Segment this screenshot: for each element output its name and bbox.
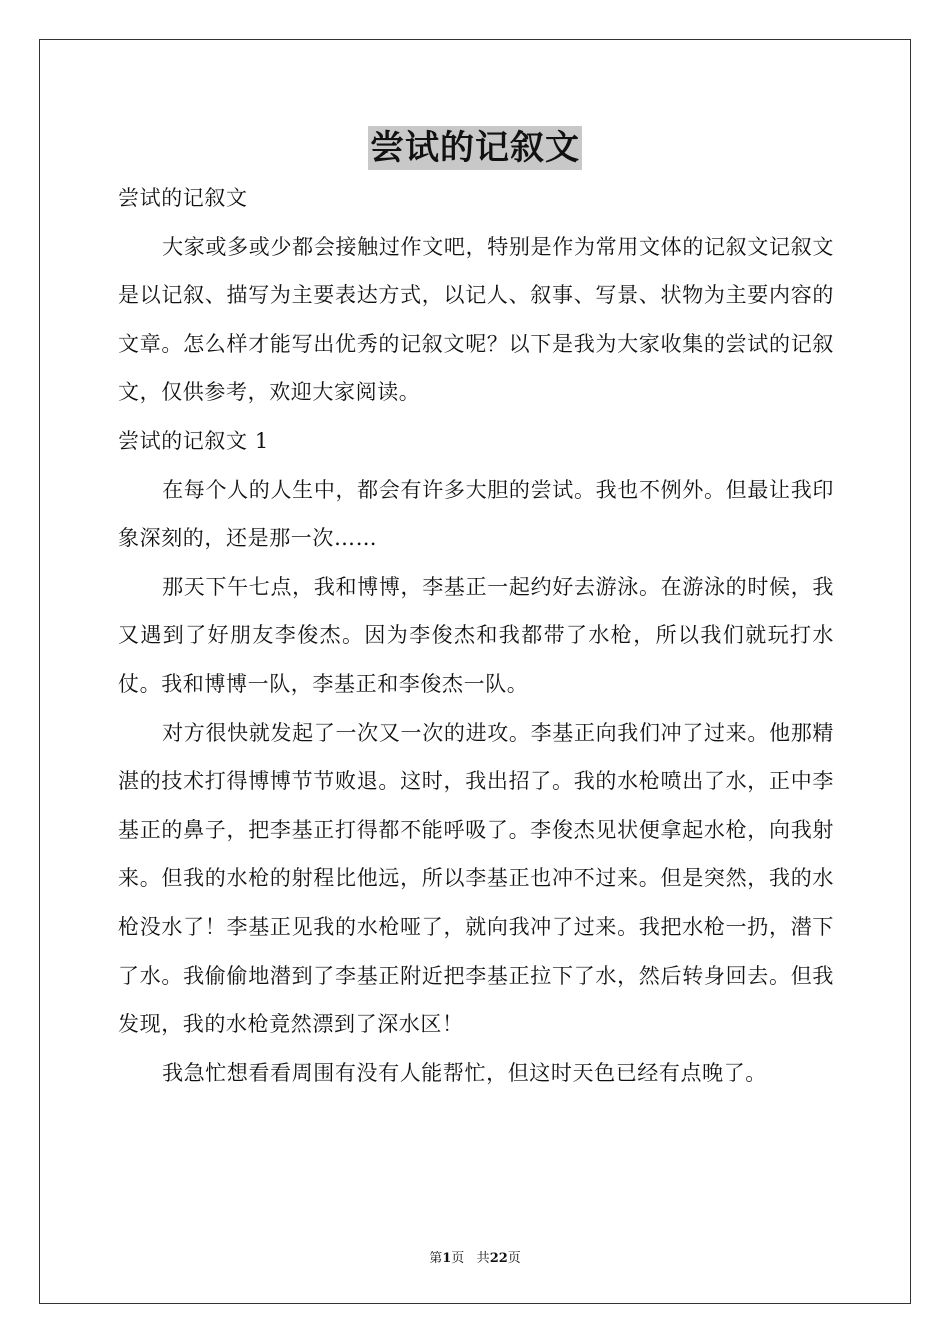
footer-page-word: 页	[451, 1251, 465, 1266]
paragraph-section-heading: 尝试的记叙文 1	[118, 428, 269, 453]
paragraph: 在每个人的人生中，都会有许多大胆的尝试。我也不例外。但最让我印象深刻的，还是那一次……	[118, 477, 834, 551]
page-footer	[0, 1247, 950, 1266]
title-wrap	[0, 126, 950, 170]
document-body	[118, 174, 834, 1097]
footer-current-page: 1	[442, 1251, 452, 1266]
paragraph-subtitle: 尝试的记叙文	[118, 186, 248, 210]
footer-total-prefix: 共	[476, 1251, 490, 1266]
footer-total-pages: 22	[489, 1251, 508, 1266]
paragraph-intro: 大家或多或少都会接触过作文吧，特别是作为常用文体的记叙文记叙文是以记叙、描写为主要表达方式，以记人、叙事、写景、状物为主要内容的文章。怎么样才能写出优秀的记叙文呢？以下是我为大家收集的尝试的记叙文，仅供参考，欢迎大家阅读。	[118, 234, 834, 405]
footer-total-suffix: 页	[507, 1251, 521, 1266]
footer-prefix: 第	[429, 1251, 443, 1266]
document-title: 尝试的记叙文	[370, 128, 580, 168]
paragraph: 我急忙想看看周围有没有人能帮忙，但这时天色已经有点晚了。	[162, 1060, 767, 1085]
paragraph: 对方很快就发起了一次又一次的进攻。李基正向我们冲了过来。他那精湛的技术打得博博节节败退。这时，我出招了。我的水枪喷出了水，正中李基正的鼻子，把李基正打得都不能呼吸了。李俊杰见状便拿起水枪，向我射来。但我的水枪的射程比他远，所以李基正也冲不过来。但是突然，我的水枪没水了！李基正见我的水枪哑了，就向我冲了过来。我把水枪一扔，潜下了水。我偷偷地潜到了李基正附近把李基正拉下了水，然后转身回去。但我发现，我的水枪竟然漂到了深水区！	[118, 720, 834, 1037]
paragraph: 那天下午七点，我和博博，李基正一起约好去游泳。在游泳的时候，我又遇到了好朋友李俊杰。因为李俊杰和我都带了水枪，所以我们就玩打水仗。我和博博一队，李基正和李俊杰一队。	[118, 574, 834, 696]
